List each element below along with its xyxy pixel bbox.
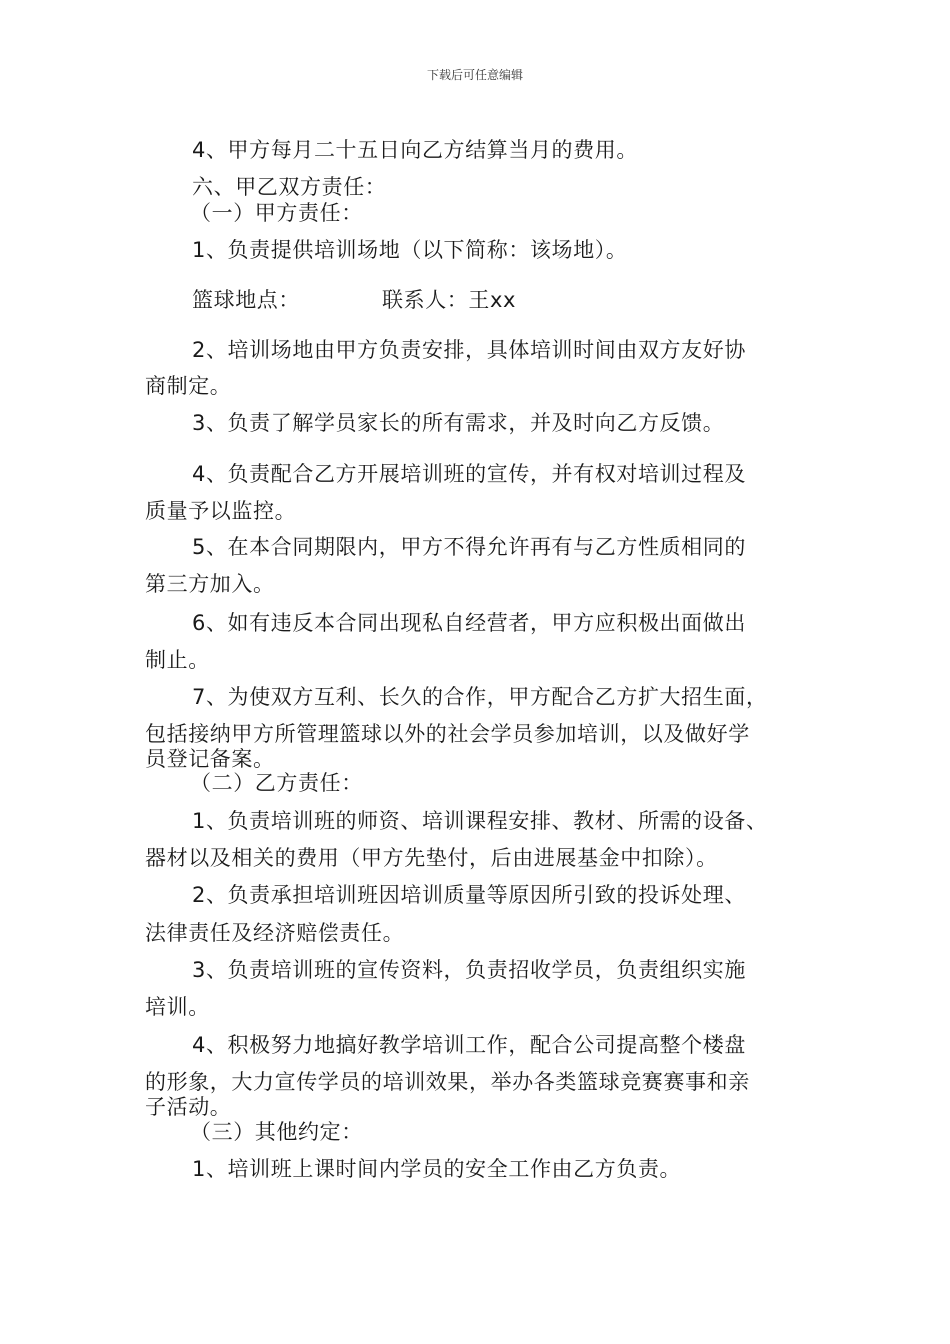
contact-person: 联系人：王xx bbox=[382, 288, 517, 312]
paragraph-line: 4、甲方每月二十五日向乙方结算当月的费用。 bbox=[192, 138, 638, 162]
paragraph-line: 2、负责承担培训班因培训质量等原因所引致的投诉处理、 bbox=[192, 883, 746, 907]
paragraph-line: 制止。 bbox=[145, 648, 210, 672]
paragraph-line: 器材以及相关的费用（甲方先垫付，后由进展基金中扣除）。 bbox=[145, 846, 718, 870]
subsection-heading: （二）乙方责任： bbox=[190, 771, 363, 795]
paragraph-line: 商制定。 bbox=[145, 374, 232, 398]
subsection-heading: （一）甲方责任： bbox=[190, 201, 363, 225]
paragraph-line: 3、负责培训班的宣传资料，负责招收学员，负责组织实施 bbox=[192, 958, 746, 982]
paragraph-line: 6、如有违反本合同出现私自经营者，甲方应积极出面做出 bbox=[192, 611, 746, 635]
paragraph-line: 4、负责配合乙方开展培训班的宣传，并有权对培训过程及 bbox=[192, 462, 746, 486]
paragraph-line: 1、负责提供培训场地（以下简称：该场地）。 bbox=[192, 238, 628, 262]
paragraph-line: 法律责任及经济赔偿责任。 bbox=[145, 921, 405, 945]
paragraph-line: 的形象，大力宣传学员的培训效果，举办各类篮球竞赛赛事和亲 bbox=[145, 1070, 750, 1094]
subsection-heading: （三）其他约定： bbox=[190, 1120, 363, 1144]
paragraph-line: 培训。 bbox=[145, 995, 210, 1019]
paragraph-line: 4、积极努力地搞好教学培训工作，配合公司提高整个楼盘 bbox=[192, 1033, 746, 1057]
paragraph-line: 第三方加入。 bbox=[145, 572, 275, 596]
paragraph-line: 5、在本合同期限内，甲方不得允许再有与乙方性质相同的 bbox=[192, 535, 746, 559]
venue-label: 篮球地点： bbox=[192, 288, 300, 312]
section-heading: 六、甲乙双方责任： bbox=[192, 175, 387, 199]
paragraph-line: 3、负责了解学员家长的所有需求，并及时向乙方反馈。 bbox=[192, 411, 725, 435]
paragraph-line: 质量予以监控。 bbox=[145, 499, 297, 523]
paragraph-line: 1、培训班上课时间内学员的安全工作由乙方负责。 bbox=[192, 1157, 682, 1181]
paragraph-line: 子活动。 bbox=[145, 1095, 232, 1119]
paragraph-line: 包括接纳甲方所管理篮球以外的社会学员参加培训，以及做好学 bbox=[145, 722, 750, 746]
paragraph-line: 2、培训场地由甲方负责安排，具体培训时间由双方友好协 bbox=[192, 338, 746, 362]
paragraph-line: 7、为使双方互利、长久的合作，甲方配合乙方扩大招生面， bbox=[192, 685, 768, 709]
header-note: 下载后可任意编辑 bbox=[426, 68, 523, 82]
paragraph-line: 员登记备案。 bbox=[145, 747, 275, 771]
paragraph-line: 1、负责培训班的师资、培训课程安排、教材、所需的设备、 bbox=[192, 809, 768, 833]
